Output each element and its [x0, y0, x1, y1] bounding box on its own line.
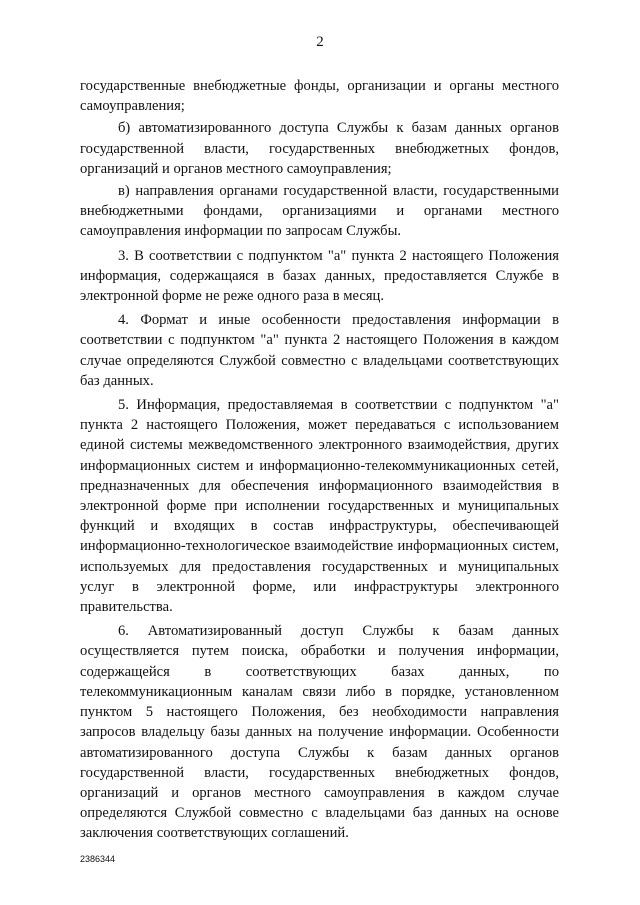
- paragraph-item-v: в) направления органами государственной власти, государственными внебюджетными фондами, организациями и органами местного самоуправления информации по запросам Службы.: [80, 183, 559, 240]
- paragraph-clause-5: 5. Информация, предоставляемая в соответствии с подпунктом "а" пункта 2 настоящего Положения, может передаваться с использованием единой системы межведомственного электронного взаимодействия, других информационных систем и информационно-телекоммуникационных сетей, предназначенных для обеспечения информационного взаимодействия в электронной форме при исполнении государственных и муниципальных функций и входящих в состав инфраструктуры, обеспечивающей информационно-технологическое взаимодействие информационных систем, используемых для предоставления государственных и муниципальных услуг в электронной форме, или инфраструктуры электронного правительства.: [80, 397, 559, 616]
- document-code: 2386344: [80, 854, 116, 864]
- paragraph-clause-4: 4. Формат и иные особенности предоставления информации в соответствии с подпунктом "а" пункта 2 настоящего Положения в каждом случае определяются Службой совместно с владельцами соответствующих баз данных.: [80, 312, 559, 389]
- paragraph-item-b: б) автоматизированного доступа Службы к базам данных органов государственной власти, государственных внебюджетных фондов, организаций и органов местного самоуправления;: [80, 120, 559, 177]
- document-body: [80, 76, 559, 846]
- page-number: 2: [316, 34, 324, 50]
- paragraph-continuation: государственные внебюджетные фонды, организации и органы местного самоуправления;: [80, 78, 559, 115]
- paragraph-clause-6: 6. Автоматизированный доступ Службы к базам данных осуществляется путем поиска, обработки и получения информации, содержащейся в соответствующих базах данных, по телекоммуникационным каналам связи либо в порядке, установленном пунктом 5 настоящего Положения, без необходимости направления запросов владельцу базы данных на получение информации. Особенности автоматизированного доступа Службы к базам данных органов государственной власти, государственных внебюджетных фондов, организаций и органов местного самоуправления в каждом случае определяются Службой совместно с владельцами баз данных на основе заключения соответствующих соглашений.: [80, 623, 559, 842]
- paragraph-clause-3: 3. В соответствии с подпунктом "а" пункта 2 настоящего Положения информация, содержащаяся в базах данных, предоставляется Службе в электронной форме не реже одного раза в месяц.: [80, 247, 559, 305]
